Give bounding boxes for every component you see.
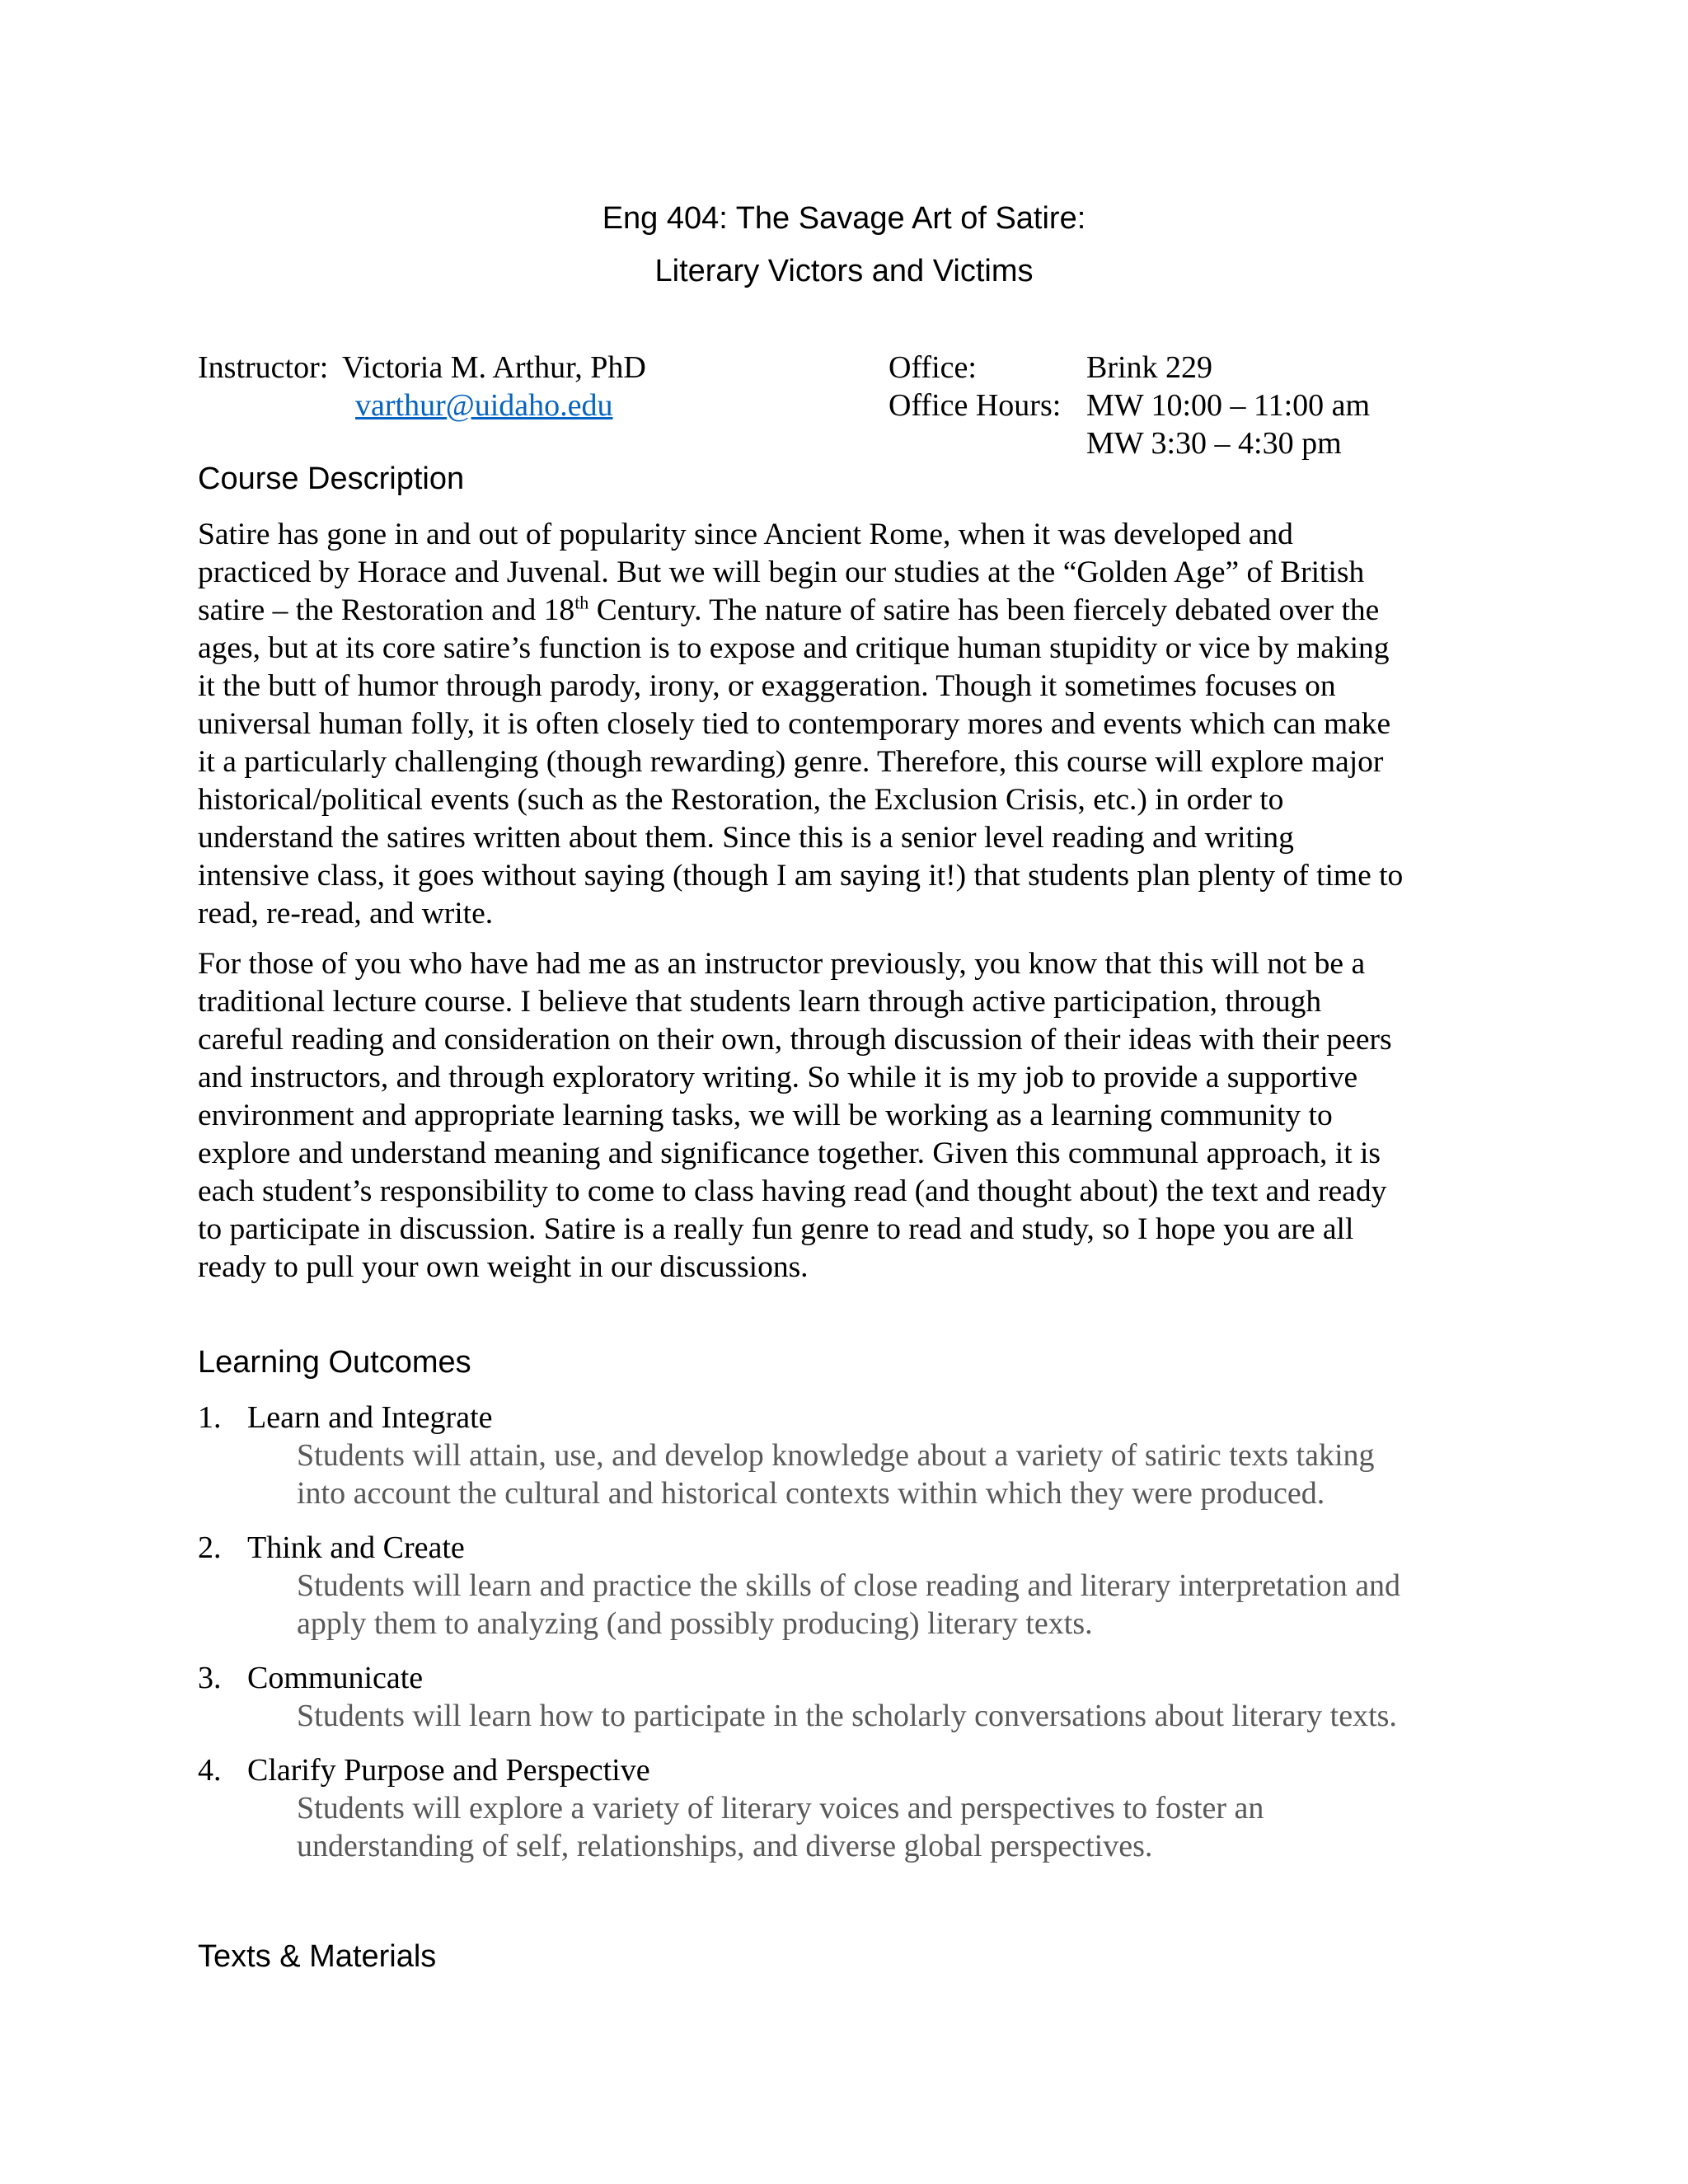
paragraph-line: it the butt of humor through parody, irony, or exaggeration. Though it sometimes focuses on xyxy=(198,669,1336,703)
instructor-name: Victoria M. Arthur, PhD xyxy=(342,350,646,385)
outcome-title: Think and Create xyxy=(247,1530,465,1565)
paragraph-line: Satire has gone in and out of popularity since Ancient Rome, when it was developed and xyxy=(198,518,1293,551)
outcome-description-line: Students will learn how to participate in the scholarly conversations about literary texts. xyxy=(297,1699,1397,1733)
outcome-number: 2. xyxy=(198,1530,222,1565)
paragraph-line: historical/political events (such as the Restoration, the Exclusion Crisis, etc.) in order to xyxy=(198,783,1284,817)
outcome-number: 1. xyxy=(198,1400,222,1435)
paragraph-line: careful reading and consideration on their own, through discussion of their ideas with their peers xyxy=(198,1023,1392,1057)
paragraph-line: universal human folly, it is often closely tied to contemporary mores and events which can make xyxy=(198,707,1391,741)
office-hours-1: MW 10:00 – 11:00 am xyxy=(1086,388,1371,423)
outcome-title: Clarify Purpose and Perspective xyxy=(247,1753,650,1788)
paragraph-line: satire – the Restoration and 18th Century. The nature of satire has been fiercely debated over the xyxy=(198,592,1380,627)
paragraph-line: explore and understand meaning and significance together. Given this communal approach, it is xyxy=(198,1137,1381,1170)
outcome-description-line: Students will learn and practice the skills of close reading and literary interpretation and xyxy=(297,1568,1401,1603)
paragraph-line: traditional lecture course. I believe that students learn through active participation, through xyxy=(198,985,1322,1019)
paragraph-line: and instructors, and through exploratory writing. So while it is my job to provide a supportive xyxy=(198,1061,1358,1094)
paragraph-line: For those of you who have had me as an instructor previously, you know that this will not be a xyxy=(198,947,1366,981)
paragraph-line: it a particularly challenging (though rewarding) genre. Therefore, this course will explore major xyxy=(198,745,1384,779)
paragraph-line: ages, but at its core satire’s function is to expose and critique human stupidity or vice by making xyxy=(198,631,1390,665)
paragraph-line: intensive class, it goes without saying (though I am saying it!) that students plan plenty of time to xyxy=(198,859,1404,893)
outcome-description xyxy=(297,1789,1264,1865)
outcome-number: 3. xyxy=(198,1661,222,1695)
outcome-description-line: apply them to analyzing (and possibly producing) literary texts. xyxy=(297,1606,1093,1641)
course-description-heading: Course Description xyxy=(198,462,465,496)
paragraph-line: ready to pull your own weight in our discussions. xyxy=(198,1250,809,1284)
paragraph-line: read, re-read, and write. xyxy=(198,897,494,930)
paragraph-line: practiced by Horace and Juvenal. But we will begin our studies at the “Golden Age” of British xyxy=(198,555,1365,589)
paragraph-line: environment and appropriate learning tasks, we will be working as a learning community to xyxy=(198,1099,1333,1132)
superscript-th: th xyxy=(574,592,589,613)
office-value: Brink 229 xyxy=(1086,350,1213,385)
instructor-label: Instructor: xyxy=(198,350,329,385)
outcome-number: 4. xyxy=(198,1753,222,1788)
instructor-email-link[interactable]: varthur@uidaho.edu xyxy=(355,388,613,423)
learning-outcomes-heading: Learning Outcomes xyxy=(198,1345,471,1380)
office-hours-label: Office Hours: xyxy=(889,388,1062,423)
outcome-description-line: Students will attain, use, and develop knowledge about a variety of satiric texts taking xyxy=(297,1438,1375,1473)
office-label: Office: xyxy=(889,350,977,385)
outcome-description xyxy=(297,1567,1400,1643)
course-description-paragraph-1 xyxy=(198,516,1500,933)
outcome-title: Communicate xyxy=(247,1661,424,1695)
outcome-description xyxy=(297,1697,1397,1735)
outcome-title: Learn and Integrate xyxy=(247,1400,493,1435)
outcome-description-line: Students will explore a variety of literary voices and perspectives to foster an xyxy=(297,1791,1264,1825)
paragraph-line: to participate in discussion. Satire is a really fun genre to read and study, so I hope you are all xyxy=(198,1212,1354,1246)
outcome-description-line: understanding of self, relationships, and diverse global perspectives. xyxy=(297,1829,1153,1863)
course-description-paragraph-2 xyxy=(198,945,1500,1286)
course-title: Eng 404: The Savage Art of Satire: xyxy=(602,201,1086,236)
outcome-description-line: into account the cultural and historical contexts within which they were produced. xyxy=(297,1476,1325,1511)
office-hours-2: MW 3:30 – 4:30 pm xyxy=(1086,426,1342,461)
paragraph-line: understand the satires written about them. Since this is a senior level reading and writing xyxy=(198,821,1294,855)
outcome-description xyxy=(297,1436,1375,1512)
texts-materials-heading: Texts & Materials xyxy=(198,1939,437,1974)
course-subtitle: Literary Victors and Victims xyxy=(654,254,1034,288)
paragraph-line: each student’s responsibility to come to class having read (and thought about) the text and ready xyxy=(198,1174,1387,1208)
